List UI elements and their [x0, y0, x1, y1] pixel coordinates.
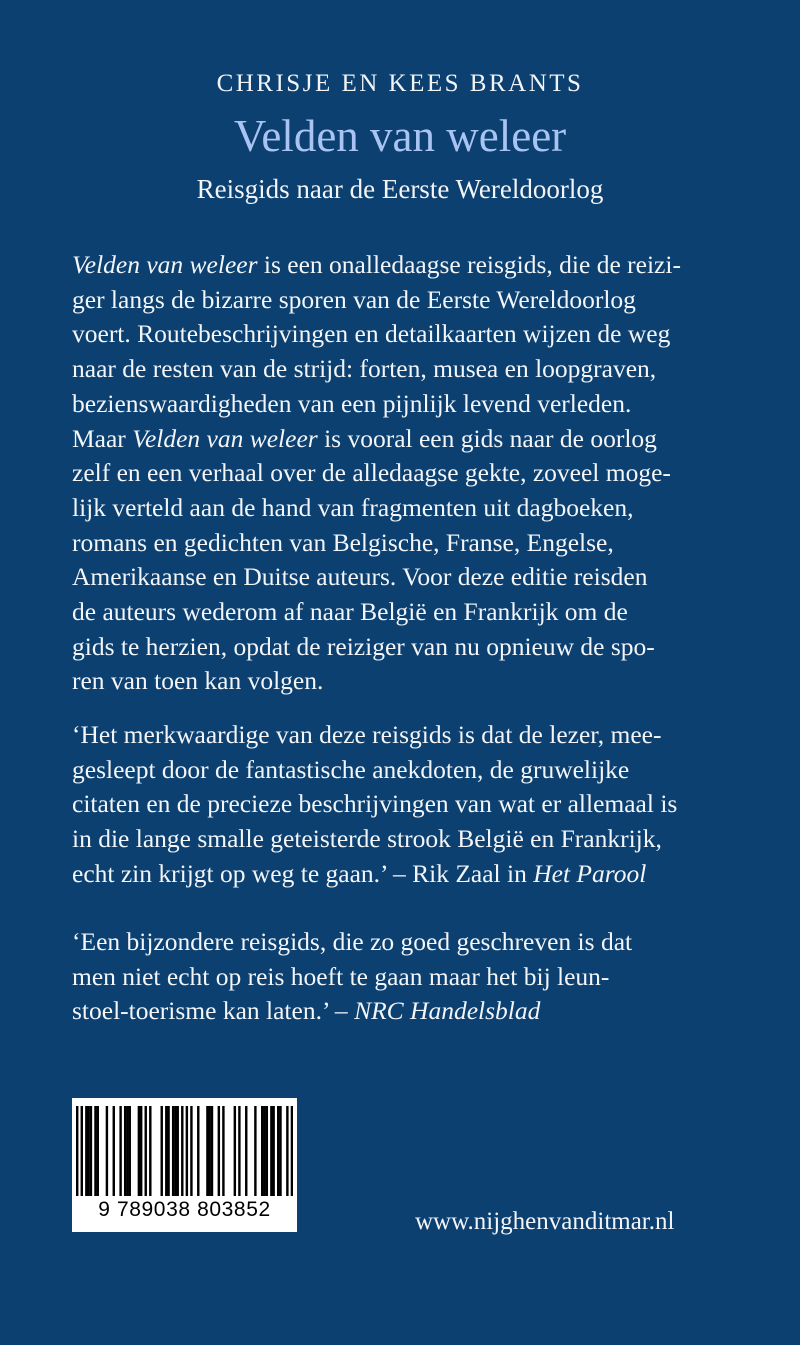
barcode-bar	[174, 1106, 176, 1196]
barcode-bar	[190, 1106, 192, 1196]
quote-line: ‘Het merkwaardige van deze reisgids is dat de lezer, mee-	[72, 720, 662, 749]
isbn-number: 9 789038 803852	[98, 1198, 271, 1221]
barcode-bar	[234, 1106, 236, 1196]
barcode-bar	[126, 1106, 128, 1196]
book-title: Velden van weleer	[233, 111, 567, 161]
isbn-barcode	[72, 1098, 297, 1232]
barcode-bar	[238, 1106, 240, 1196]
barcode-bar	[218, 1106, 220, 1196]
barcode-bar	[177, 1106, 179, 1196]
barcode-bar	[161, 1106, 163, 1196]
quote-line: stoel-toerisme kan laten.’ – NRC Handelsblad	[72, 996, 541, 1026]
barcode-bar	[266, 1106, 268, 1196]
barcode-bar	[87, 1106, 89, 1196]
barcode-bar	[76, 1106, 78, 1196]
barcode-bar	[211, 1106, 213, 1196]
description-line: Maar Velden van weleer is vooral een gids naar de oorlog	[72, 423, 657, 453]
barcode-bar	[145, 1106, 147, 1196]
description-line: bezienswaardigheden van een pijnlijk levend verleden.	[72, 388, 632, 418]
barcode-bar	[90, 1106, 92, 1196]
title-reference: Velden van weleer	[132, 423, 318, 453]
barcode-bar	[119, 1106, 121, 1196]
barcode-bar	[113, 1106, 115, 1196]
barcode-bar	[106, 1106, 108, 1196]
barcode-bar	[97, 1106, 99, 1196]
quote-line: in die lange smalle geteisterde strook België en Frankrijk,	[72, 824, 662, 854]
barcode-bar	[197, 1106, 199, 1196]
barcode-bar	[165, 1106, 167, 1196]
barcode-bar	[254, 1106, 256, 1196]
barcode-bars	[76, 1106, 293, 1198]
description-line: lijk verteld aan de hand van fragmenten uit dagboeken,	[72, 492, 634, 522]
quote-line: citaten en de precieze beschrijvingen van wat er allemaal is	[72, 789, 678, 819]
barcode-bar	[291, 1106, 293, 1196]
quote-source: Het Parool	[533, 858, 647, 888]
barcode-bar	[263, 1106, 265, 1196]
barcode-bar	[186, 1106, 188, 1196]
quote-line: men niet echt op reis hoeft te gaan maar het bij leun-	[72, 961, 610, 991]
barcode-bar	[138, 1106, 140, 1196]
review-quote-het-parool	[72, 718, 742, 892]
barcode-bar	[129, 1106, 131, 1196]
barcode-bar	[181, 1106, 183, 1196]
quote-line: ‘Een bijzondere reisgids, die zo goed geschreven is dat	[72, 927, 633, 956]
barcode-bar	[140, 1106, 142, 1196]
barcode-bar	[270, 1106, 272, 1196]
description-line: gids te herzien, opdat de reiziger van nu opnieuw de spo-	[72, 631, 655, 661]
barcode-bar	[149, 1106, 151, 1196]
title-reference: Velden van weleer	[72, 250, 258, 279]
description-line: naar de resten van de strijd: forten, musea en loopgraven,	[72, 354, 657, 384]
barcode-bar	[279, 1106, 281, 1196]
barcode-bar	[222, 1106, 224, 1196]
barcode-bar	[277, 1106, 279, 1196]
description-line: ger langs de bizarre sporen van de Eerste Wereldoorlog	[72, 284, 636, 314]
author-name: CHRISJE EN KEES BRANTS	[216, 70, 584, 97]
barcode-bar	[206, 1106, 208, 1196]
publisher-website: www.nijghenvanditmar.nl	[415, 1208, 675, 1235]
description-line: zelf en een verhaal over de alledaagse gekte, zoveel moge-	[72, 458, 671, 488]
barcode-bar	[261, 1106, 263, 1196]
book-description	[72, 248, 742, 699]
description-line: de auteurs wederom af naar België en Frankrijk om de	[72, 597, 628, 627]
barcode-bar	[167, 1106, 169, 1196]
barcode-bar	[81, 1106, 83, 1196]
barcode-bar	[124, 1106, 126, 1196]
barcode-bar	[286, 1106, 288, 1196]
description-line: romans en gedichten van Belgische, Franse, Engelse,	[72, 527, 614, 557]
description-line: voert. Routebeschrijvingen en detailkaarten wijzen de weg	[72, 319, 671, 349]
review-quote-nrc	[72, 925, 742, 1029]
barcode-bar	[272, 1106, 274, 1196]
barcode-bar	[85, 1106, 87, 1196]
barcode-bar	[172, 1106, 174, 1196]
barcode-bar	[208, 1106, 210, 1196]
description-line: ren van toen kan volgen.	[72, 666, 324, 696]
quote-line: gesleept door de fantastische anekdoten, de gruwelijke	[72, 754, 630, 784]
description-line: Amerikaanse en Duitse auteurs. Voor deze editie reisden	[72, 562, 648, 592]
description-line: Velden van weleer is een onalledaagse reisgids, die de reizi-	[72, 250, 681, 279]
quote-line: echt zin krijgt op weg te gaan.’ – Rik Zaal in Het Parool	[72, 858, 647, 888]
barcode-bar	[245, 1106, 247, 1196]
quote-source: NRC Handelsblad	[354, 996, 541, 1026]
book-subtitle: Reisgids naar de Eerste Wereldoorlog	[196, 174, 604, 204]
barcode-bar	[94, 1106, 96, 1196]
